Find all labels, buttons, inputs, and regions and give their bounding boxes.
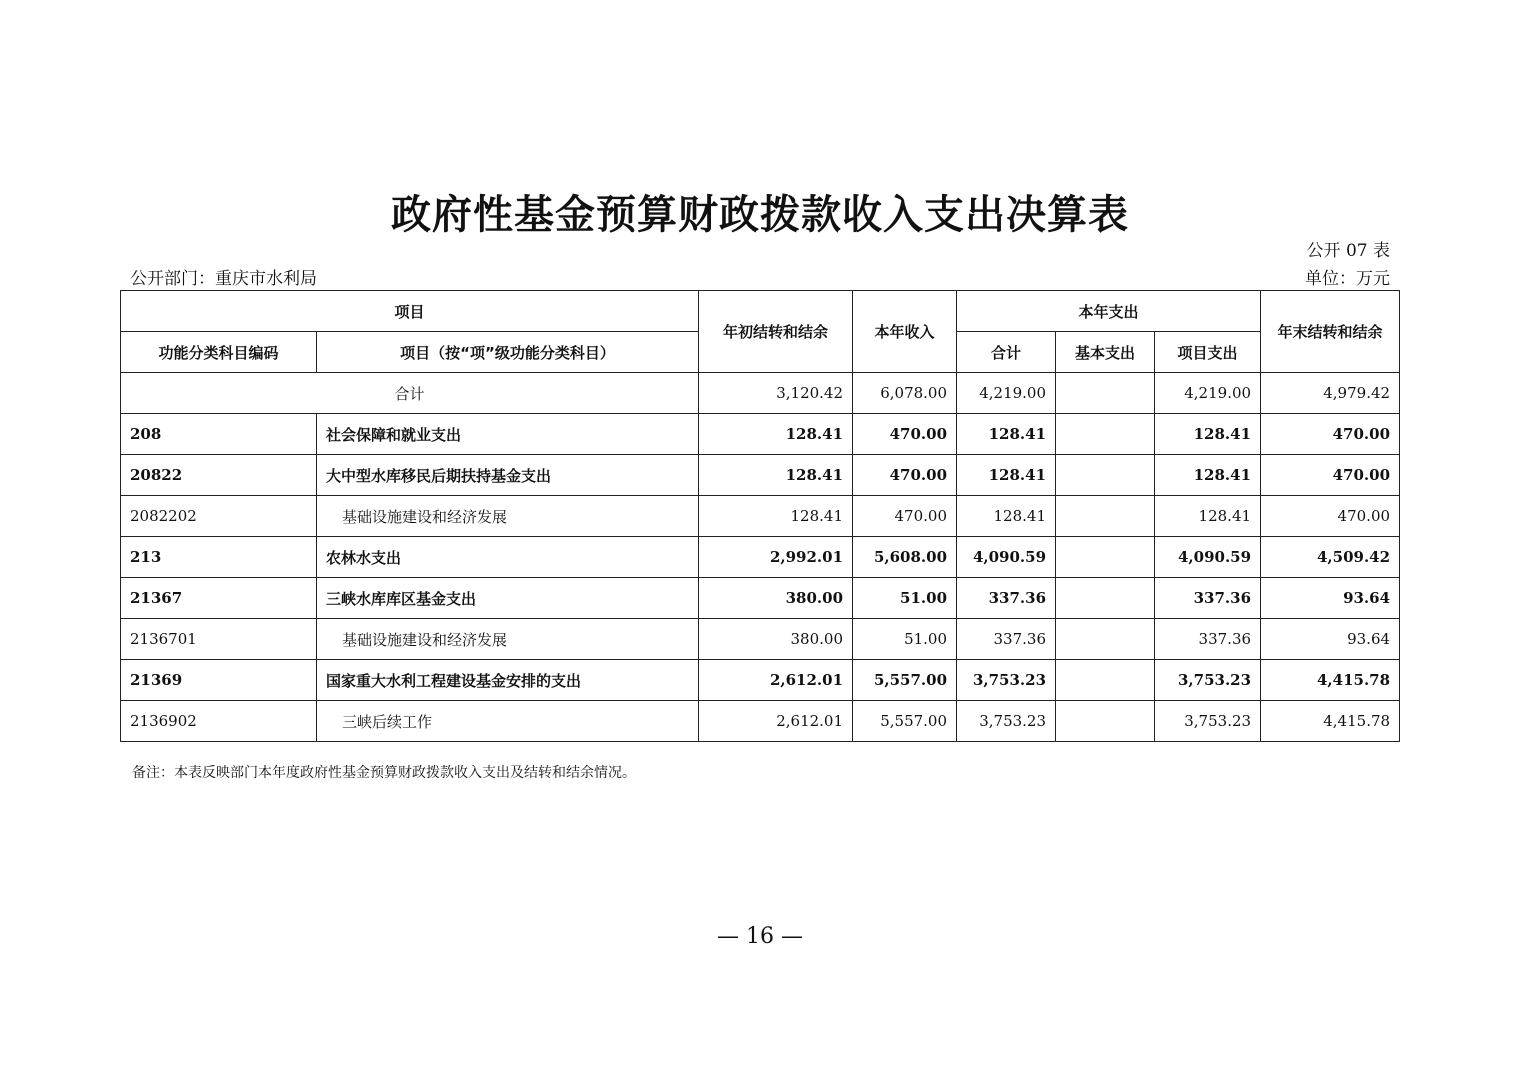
department-label: 公开部门：重庆市水利局	[130, 269, 317, 289]
cell-name-text: 国家重大水利工程建设基金安排的支出	[326, 671, 582, 690]
cell-code: 213	[121, 537, 317, 578]
table-row	[121, 619, 1400, 660]
header-expense-group: 本年支出	[957, 291, 1261, 332]
cell-opening: 128.41	[699, 455, 853, 496]
header-total: 合计	[957, 332, 1056, 373]
cell-name	[317, 414, 699, 455]
cell-code: 20822	[121, 455, 317, 496]
cell-name-text: 三峡水库库区基金支出	[326, 589, 477, 608]
cell-total: 3,753.23	[957, 701, 1056, 742]
cell-name	[317, 701, 699, 742]
cell-opening: 380.00	[699, 619, 853, 660]
cell-basic	[1056, 701, 1155, 742]
cell-name	[317, 619, 699, 660]
footnote: 备注：本表反映部门本年度政府性基金预算财政拨款收入支出及结转和结余情况。	[132, 765, 636, 781]
table-row	[121, 578, 1400, 619]
budget-table	[120, 290, 1400, 742]
cell-opening: 380.00	[699, 578, 853, 619]
cell-total: 128.41	[957, 496, 1056, 537]
cell-opening: 128.41	[699, 496, 853, 537]
cell-income: 470.00	[853, 496, 957, 537]
cell-closing: 93.64	[1261, 578, 1400, 619]
cell-total: 337.36	[957, 619, 1056, 660]
cell-basic	[1056, 496, 1155, 537]
cell-name	[317, 455, 699, 496]
cell-income: 5,608.00	[853, 537, 957, 578]
cell-basic	[1056, 414, 1155, 455]
cell-basic	[1056, 578, 1155, 619]
cell-closing: 93.64	[1261, 619, 1400, 660]
header-closing: 年末结转和结余	[1261, 291, 1400, 373]
header-opening: 年初结转和结余	[699, 291, 853, 373]
cell-basic	[1056, 619, 1155, 660]
cell-project: 3,753.23	[1155, 701, 1261, 742]
header-name: 项目（按“项”级功能分类科目）	[317, 332, 699, 373]
cell-total: 3,753.23	[957, 660, 1056, 701]
cell-name	[317, 578, 699, 619]
cell-project: 337.36	[1155, 619, 1261, 660]
summary-income: 6,078.00	[853, 373, 957, 414]
cell-code: 21367	[121, 578, 317, 619]
form-number: 公开 07 表	[1306, 241, 1390, 261]
cell-total: 337.36	[957, 578, 1056, 619]
table-row	[121, 701, 1400, 742]
cell-name-text: 农林水支出	[326, 548, 402, 567]
cell-income: 470.00	[853, 455, 957, 496]
cell-total: 128.41	[957, 414, 1056, 455]
cell-project: 337.36	[1155, 578, 1261, 619]
table-row	[121, 537, 1400, 578]
cell-closing: 470.00	[1261, 414, 1400, 455]
header-item-group: 项目	[121, 291, 699, 332]
cell-project: 128.41	[1155, 496, 1261, 537]
page-number: — 16 —	[717, 924, 803, 949]
cell-code: 2082202	[121, 496, 317, 537]
cell-name-text: 大中型水库移民后期扶持基金支出	[326, 466, 552, 485]
cell-closing: 4,415.78	[1261, 660, 1400, 701]
cell-closing: 470.00	[1261, 455, 1400, 496]
table-row	[121, 414, 1400, 455]
cell-opening: 2,612.01	[699, 701, 853, 742]
summary-basic	[1056, 373, 1155, 414]
page-title: 政府性基金预算财政拨款收入支出决算表	[391, 192, 1129, 238]
cell-name-text: 社会保障和就业支出	[326, 425, 462, 444]
table-row	[121, 660, 1400, 701]
unit-label: 单位：万元	[1305, 269, 1390, 289]
cell-code: 208	[121, 414, 317, 455]
cell-total: 4,090.59	[957, 537, 1056, 578]
cell-income: 51.00	[853, 578, 957, 619]
summary-label: 合计	[121, 373, 699, 414]
cell-basic	[1056, 660, 1155, 701]
table-row	[121, 496, 1400, 537]
cell-project: 3,753.23	[1155, 660, 1261, 701]
cell-basic	[1056, 537, 1155, 578]
cell-income: 5,557.00	[853, 660, 957, 701]
cell-total: 128.41	[957, 455, 1056, 496]
cell-name	[317, 660, 699, 701]
cell-closing: 4,415.78	[1261, 701, 1400, 742]
header-basic: 基本支出	[1056, 332, 1155, 373]
cell-income: 470.00	[853, 414, 957, 455]
cell-closing: 470.00	[1261, 496, 1400, 537]
cell-basic	[1056, 455, 1155, 496]
cell-name	[317, 496, 699, 537]
header-income: 本年收入	[853, 291, 957, 373]
summary-row	[121, 373, 1400, 414]
cell-project: 128.41	[1155, 414, 1261, 455]
cell-name-text: 三峡后续工作	[342, 712, 433, 731]
cell-opening: 2,612.01	[699, 660, 853, 701]
summary-opening: 3,120.42	[699, 373, 853, 414]
cell-name-text: 基础设施建设和经济发展	[342, 507, 508, 526]
cell-code: 2136701	[121, 619, 317, 660]
cell-code: 2136902	[121, 701, 317, 742]
cell-closing: 4,509.42	[1261, 537, 1400, 578]
cell-project: 128.41	[1155, 455, 1261, 496]
cell-name-text: 基础设施建设和经济发展	[342, 630, 508, 649]
cell-name	[317, 537, 699, 578]
cell-income: 5,557.00	[853, 701, 957, 742]
cell-code: 21369	[121, 660, 317, 701]
header-row-1	[121, 291, 1400, 332]
header-project: 项目支出	[1155, 332, 1261, 373]
cell-income: 51.00	[853, 619, 957, 660]
cell-project: 4,090.59	[1155, 537, 1261, 578]
summary-total: 4,219.00	[957, 373, 1056, 414]
cell-opening: 128.41	[699, 414, 853, 455]
cell-opening: 2,992.01	[699, 537, 853, 578]
summary-closing: 4,979.42	[1261, 373, 1400, 414]
summary-project: 4,219.00	[1155, 373, 1261, 414]
header-code: 功能分类科目编码	[121, 332, 317, 373]
table-row	[121, 455, 1400, 496]
